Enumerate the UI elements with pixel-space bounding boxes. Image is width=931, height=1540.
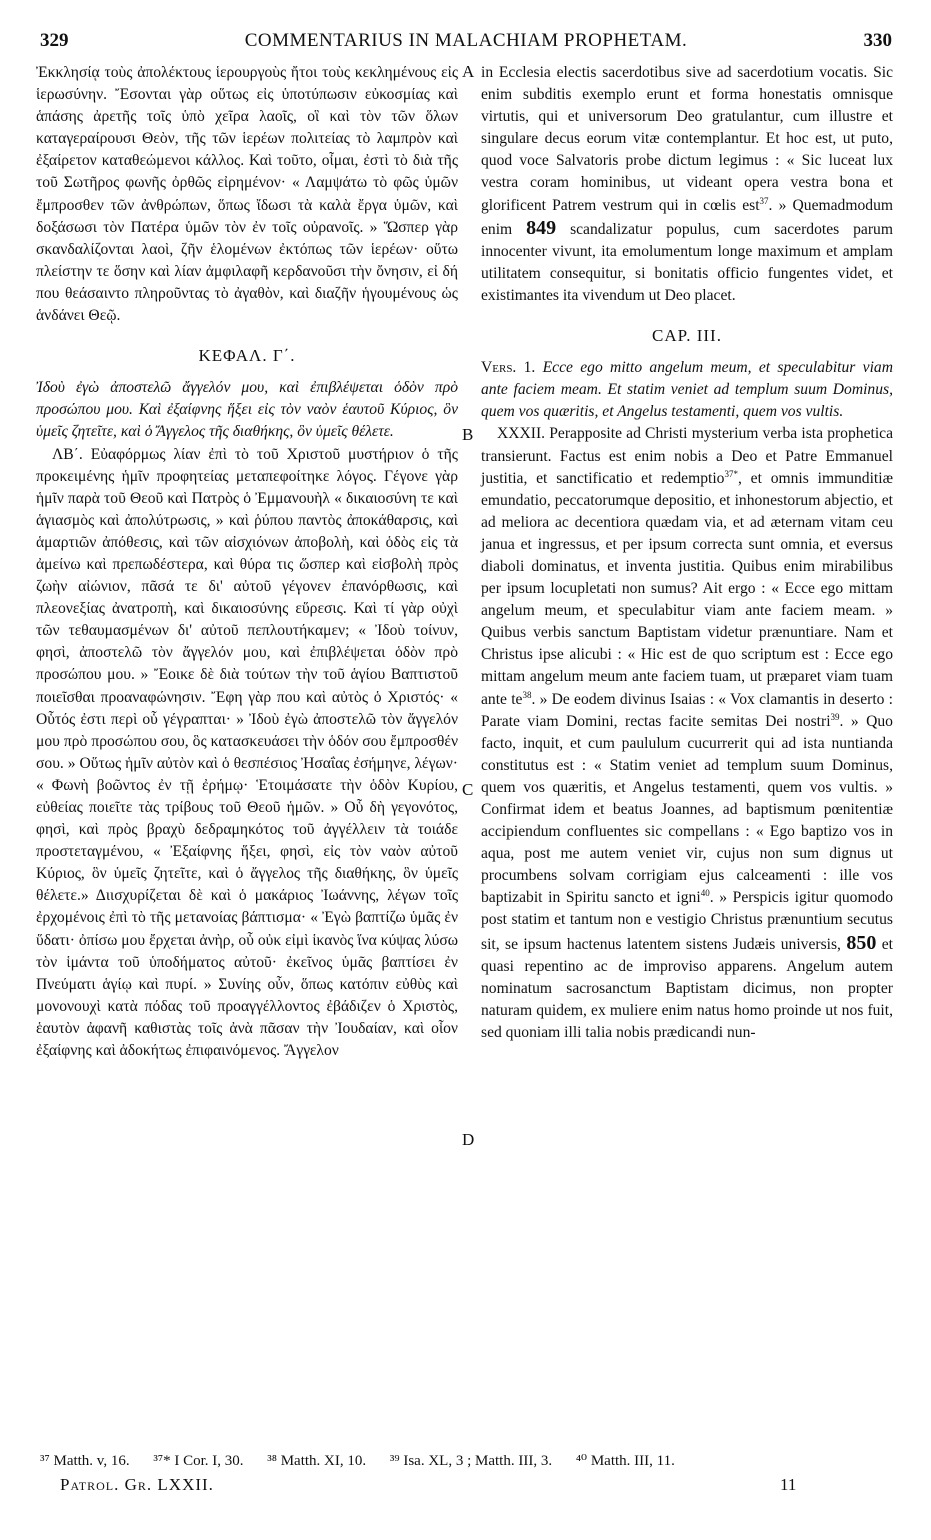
- running-title: COMMENTARIUS IN MALACHIAM PROPHETAM.: [244, 30, 688, 51]
- footnote: ³⁸ Matth. XI, 10.: [267, 1453, 367, 1469]
- footnote: ³⁷* I Cor. I, 30.: [153, 1453, 244, 1469]
- footnote: ³⁹ Isa. XL, 3 ; Matth. III, 3.: [389, 1453, 553, 1469]
- footnote-ref: 40: [700, 888, 710, 899]
- footnote: ³⁷ Matth. v, 16.: [40, 1453, 130, 1469]
- greek-intro: Ἐκκλησίᾳ τοὺς ἀπολέκτους ἱερουργοὺς ἤτοι τοὺς κεκλημένους εἰς ἱερωσύνην. Ἔσονται γὰρ οὕτως εἰς ὑποτύπωσιν εὐκοσμίας καὶ ἁπάσης ἀρετῆς τοῖς ὑπὸ χεῖρα λαοῖς, οἳ καὶ τὸν τῶν ὅλων καταγεραίρουσι Θεὸν, τῆς τῶν ἱερέων πολιτείας τὸ λαμπρὸν καὶ ἐξαίρετον καταθεώμενοι κάλλος. Καὶ τοῦτο, οἶμαι, ἐστὶ τὸ διὰ τῆς τοῦ Σωτῆρος φωνῆς ὀρθῶς εἰρημένον· « Λαμψάτω τὸ φῶς ὑμῶν ἔμπροσθεν τῶν ἀνθρώπων, ὅπως ἴδωσι τὰ καλὰ ἔργα ὑμῶν, καὶ δοξάσωσι τὸν Πατέρα ὑμῶν τὸν ἐν τοῖς οὐρανοῖς. » Ὥσπερ γὰρ σκανδαλίζονται λαοὶ, ζῆν ἑλομένων ἐκτόπως τῶν ἱερέων· οὕτω πλείστην τε ὅσην καὶ λίαν ἀμφιλαφῆ κερδανοῦσι τὴν ὄνησιν, εἰ δή που θεάσαιντο πληροῦντας τὸ ἀγαθὸν, καὶ διαζῆν ἡγουμένους ὡς ἁνδάνει Θεῷ.: [36, 64, 458, 325]
- footnote-ref: 37*: [724, 468, 738, 479]
- latin-body-text: , et omnis immunditiæ emundatio, peccatorumque depositio, et inhonestorum abjectio, et ad meliora ac decentiora quædam via, et ad æternam vitam ceu janua et ingressus, et per ipsum correcta sunt omnia, et eversus diaboli dominatus, et inventa justitia. Quibus enim mirabilibus per ipsum locupletati non sumus? Ait ergo : « Ecce ego mittam angelum meum, et speculabitur viam ante faciem meam. » Quibus verbis sanctum Baptistam videtur prænuntiare. Nam et Christus ipse alicubi : « Hic est de quo scriptum est : Ecce ego mittam angelum meum ante faciem tuam, ut præparet viam tuam ante te: [481, 469, 893, 708]
- greek-body: ΛΒ΄. Εὐαφόρμως λίαν ἐπὶ τὸ τοῦ Χριστοῦ μυστήριον ὁ τῆς προκειμένης ἡμῖν προφητείας μεταπεφοίτηκε λόγος. Γέγονε γὰρ ἡμῖν παρὰ τοῦ Θεοῦ καὶ Πατρὸς ὁ Ἐμμανουὴλ « δικαιοσύνη τε καὶ ἁγιασμὸς καὶ ἀπολύτρωσις, » καὶ ῥύπου παντὸς ἀποκάθαρσις, καὶ ἁμαρτιῶν ἀπόθεσις, καὶ τῶν αἰσχιόνων ἀποβολὴ, καὶ ὁδὸς εἰς τὰ ἀμείνω καὶ πρεπωδέστερα, καὶ θύρα τις ὥσπερ καὶ εἰσβολὴ πρὸς ζωὴν αἰώνιον, πᾶσά τε δι' αὐτοῦ γέγονεν ἐπανόρθωσις, καὶ πλεονεξίας ἀνατροπὴ, καὶ δικαιοσύνης εὕρεσις. Καὶ τί γὰρ οὐχὶ τῶν τεθαυμασμένων δι' αὐτοῦ πεπλουτήκαμεν; « Ἰδοὺ τοίνυν, φησὶ, ἀποστελῶ τὸν ἄγγελόν μου, καὶ ἐπιβλέψεται ὁδὸν πρὸ προσώπου μου. » Ἔοικε δὲ διὰ τούτων τὴν τοῦ ἁγίου Βαπτιστοῦ ποιεῖσθαι προαναφώνησιν. Ἔφη γὰρ που καὶ αὐτὸς ὁ Χριστός· « Οὗτός ἐστι περὶ οὗ γέγραπται· » Ἰδοὺ ἐγὼ ἀποστελῶ τὸν ἄγγελόν μου πρὸ προσώπου σου, ὃς κατασκευάσει τὴν ὁδόν σου ἔμπροσθέν σου. » Οὕτως ἡμῖν αὐτὸν καὶ ὁ θεσπέσιος Ἠσαΐας ἐσήμηνε, λέγων· « Φωνὴ βοῶντος ἐν τῇ ἐρήμῳ· Ἑτοιμάσατε τὴν ὁδὸν Κυρίου, εὐθείας ποιεῖτε τὰς τρίβους τοῦ Θεοῦ ἡμῶν. » Οὗ δὴ γεγονότος, φησὶ, καὶ πρὸς βραχὺ δεδραμηκότος τοῦ ἀγγέλλειν τὰ τοιάδε προστεταγμένου, « Ἐξαίφνης ἥξει, φησὶ, εἰς τὸν ναὸν αὐτοῦ Κύριος, ὃν ὑμεῖς ζητεῖτε, καὶ ὁ ἄγγελος τῆς διαθήκης, ὃν ὑμεῖς θέλετε.» Διισχυρίζεται δὲ καὶ ὁ μακάριος Ἰωάννης, λέγων τοῖς ἐρχομένοις ἐπὶ τὸ τῆς μετανοίας βάπτισμα· « Ἐγὼ βαπτίζω ὑμᾶς ἐν ὕδατι· ὀπίσω μου ἔρχεται ἀνὴρ, οὗ οὐκ εἰμὶ ἱκανὸς ἵνα κύψας λύσω τὸν ἱμάντα τοῦ ὑποδήματος αὐτοῦ· ἐκεῖνος ὑμᾶς βαπτίσει ἐν Πνεύματι ἁγίῳ καὶ πυρί. » Συνίης οὖν, ὅπως κατόπιν εὐθὺς καὶ μονονουχὶ κατὰ πόδας τοῦ προαγγέλλοντος ἐβάδιζεν ὁ Χριστὸς, ἑαυτὸν ἀφανῆ καθιστὰς τοῖς ἀνὰ πᾶσαν τὴν Ἰουδαίαν, καὶ οἷον ἐξαίφνης καὶ ἀδοκήτως ἐπιφαινόμενος. Ἄγγελον: [36, 445, 458, 1060]
- margin-letter-b: B: [462, 425, 474, 444]
- margin-letter-d: D: [462, 1130, 475, 1149]
- latin-intro-text: scandalizatur populus, cum sacerdotes parum innocenter vivunt, ita emolumentum longe maximum et amplam utilitatem consequitur, si bonitatis officio fungentes videt, et existimantes ita vivendum ut Deo placet.: [481, 220, 893, 304]
- patrologia-volume: Patrol. Gr. LXXII.: [60, 1475, 214, 1494]
- latin-body: [481, 423, 893, 1044]
- latin-body-text: . » Quo facto, inquit, et cum paululum cucurrerit qui ad ista nuntianda constitutus est : « Statim veniet ad templum suum Dominus, quem vos quæritis, et Angelus testamenti, quem vos vultis. » Confirmat idem et beatus Joannes, ad baptismum pœnitentiæ accipiendum confluentes sic compellans : « Ego baptizo vos in aqua, post me autem veniet vir, cujus non sum dignus ut procumbens solvam corrigiam ejus calceamenti : ille vos baptizabit in Spiritu sancto et igni: [481, 712, 893, 907]
- greek-verse: Ἰδοὺ ἐγὼ ἀποστελῶ ἄγγελόν μου, καὶ ἐπιβλέψεται ὁδὸν πρὸ προσώπου μου. Καὶ ἐξαίφνης ἥξει εἰς τὸν ναὸν ἑαυτοῦ Κύριος, ὃν ὑμεῖς ζητεῖτε, καὶ ὁ Ἄγγελος τῆς διαθήκης, ὃν ὑμεῖς θέλετε.: [36, 379, 458, 441]
- latin-body-text: et quasi repentino ac de improviso apparens. Angelum autem nominatum sacrosanctum Baptistam dicimus, non propter naturam quidem, ex muliere enim natus homo proinde ut nos fuit, sed quoniam illi talia nobis prædicandi nun-: [481, 935, 893, 1041]
- latin-intro-text: in Ecclesia electis sacerdotibus sive ad sacerdotium vocatis. Sic enim subditis exemplo erunt et forma honestatis omnisque virtutis, qui et universorum Deo gratulantur, cum illustre et singulare decus eorum vitæ contemplantur. Et hoc est, ut puto, quod voce Salvatoris probe dictum legimus : « Sic luceat lux vestra coram hominibus, ut videant opera vestra bona et glorificent Patrem vestrum qui in cœlis est: [481, 64, 893, 214]
- latin-intro-text: . » Quemadmodum enim: [481, 196, 893, 238]
- column-number-850: 850: [846, 931, 877, 954]
- page-number-right: 330: [863, 30, 892, 51]
- footnote-ref: 39: [830, 711, 840, 722]
- signature-mark: 11: [780, 1475, 797, 1494]
- footnotes: [40, 1451, 900, 1470]
- footnote: ⁴⁰ Matth. III, 11.: [575, 1453, 675, 1469]
- margin-letter-c: C: [462, 780, 474, 799]
- footnote-ref: 38: [522, 689, 532, 700]
- margin-letter-a: A: [462, 62, 475, 81]
- latin-column: [481, 62, 893, 1044]
- latin-verse-text: Ecce ego mitto angelum meum, et speculabitur viam ante faciem meam. Et statim veniet ad templum suum Dominus, quem vos quæritis, et Angelus testamenti, quem vos vultis.: [481, 359, 893, 421]
- latin-body-text: . » De eodem divinus Isaias : « Vox clamantis in deserto : Parate viam Domini, rectas facite semitas Dei nostri: [481, 690, 894, 730]
- footnote-ref: 37: [759, 195, 769, 206]
- column-number-849: 849: [526, 216, 557, 239]
- latin-verse: [481, 357, 893, 423]
- latin-intro: [481, 62, 893, 307]
- verse-label: Vers. 1.: [481, 359, 536, 377]
- greek-column: [36, 62, 458, 1062]
- page-footer: [60, 1475, 860, 1495]
- latin-chapter-heading: CAP. III.: [652, 326, 722, 346]
- latin-body-text: XXXII. Perapposite ad Christi mysterium verba ista prophetica transierunt. Factus est enim nobis a Deo et Patre Emmanuel justitia, et sanctificatio et redemptio: [481, 425, 893, 487]
- greek-chapter-heading: ΚΕΦΑΛ. Γ΄.: [198, 346, 296, 366]
- running-header: [40, 30, 892, 56]
- page-number-left: 329: [40, 30, 69, 51]
- latin-body-text: . » Perspicis igitur quomodo post statim et tantum non e vestigio Christus prænuntium secutus sit, se ipsum hactenus latentem sistens Judæis universis,: [481, 889, 893, 953]
